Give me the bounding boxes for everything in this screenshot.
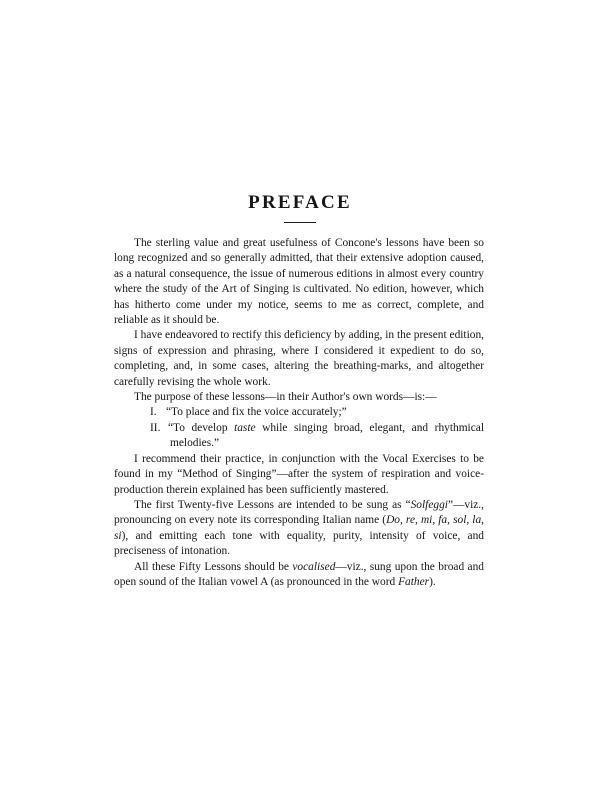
paragraph-5-text: The first Twenty-five Lessons are intended to be sung as “ [134, 498, 411, 511]
paragraph-2: I have endeavored to rectify this deficiency by adding, in the present edition, signs of expression and phrasing, where I considered it expedient to do so, completing, and, in some cases, altering the breathing-marks, and altogether carefully revising the whole work. [114, 329, 484, 388]
list-item [114, 421, 484, 452]
paragraph-6 [114, 560, 484, 591]
list-text: “To develop [168, 421, 235, 434]
paragraph-5 [114, 498, 484, 560]
paragraph-3: The purpose of these lessons—in their Author's own words—is:— [134, 391, 437, 404]
paragraph-5-text: ), and emitting each tone with equality, purity, intensity of voice, and preciseness of intonation. [114, 529, 484, 558]
paragraph-6-text: All these Fifty Lessons should be [134, 560, 293, 573]
list-text: while singing broad, elegant, and rhythmical melodies.” [170, 421, 484, 450]
title-rule [284, 222, 316, 223]
page-title: PREFACE [248, 192, 352, 213]
list-item [114, 405, 484, 420]
paragraph-6-text: ). [429, 575, 436, 588]
paragraph-5-text: ”—viz., pronouncing on every note its corresponding Italian name ( [114, 498, 484, 527]
paragraph-1: The sterling value and great usefulness of Concone's lessons have been so long recognized and so generally admitted, that their extensive adoption caused, as a natural consequence, the issue of numerous editions in almost every country where the study of the Art of Singing is cultivated. No edition, however, which has hitherto come under my notice, seems to me as correct, complete, and reliable as it should be. [114, 237, 484, 327]
list-number: II. [150, 421, 161, 434]
paragraph-5-emphasis: Do, re, mi, fa, sol, la, si [114, 514, 485, 542]
list-emphasis: taste [234, 421, 256, 434]
paragraph-6-emphasis: Father [398, 575, 430, 588]
preface-body [114, 236, 484, 590]
list-text: “To place and fix the voice accurately;” [166, 406, 347, 419]
paragraph-4: I recommend their practice, in conjunction with the Vocal Exercises to be found in my “Method of Singing”—after the system of respiration and voice-production therein explained has been sufficiently mastered. [114, 452, 484, 496]
purpose-list [114, 405, 484, 451]
list-number: I. [150, 406, 157, 419]
paragraph-5-emphasis: Solfeggi [410, 498, 448, 511]
paragraph-6-text: —viz., sung upon the broad and open sound of the Italian vowel A (as pronounced in the word [114, 560, 485, 588]
paragraph-6-emphasis: vocalised [292, 560, 336, 573]
